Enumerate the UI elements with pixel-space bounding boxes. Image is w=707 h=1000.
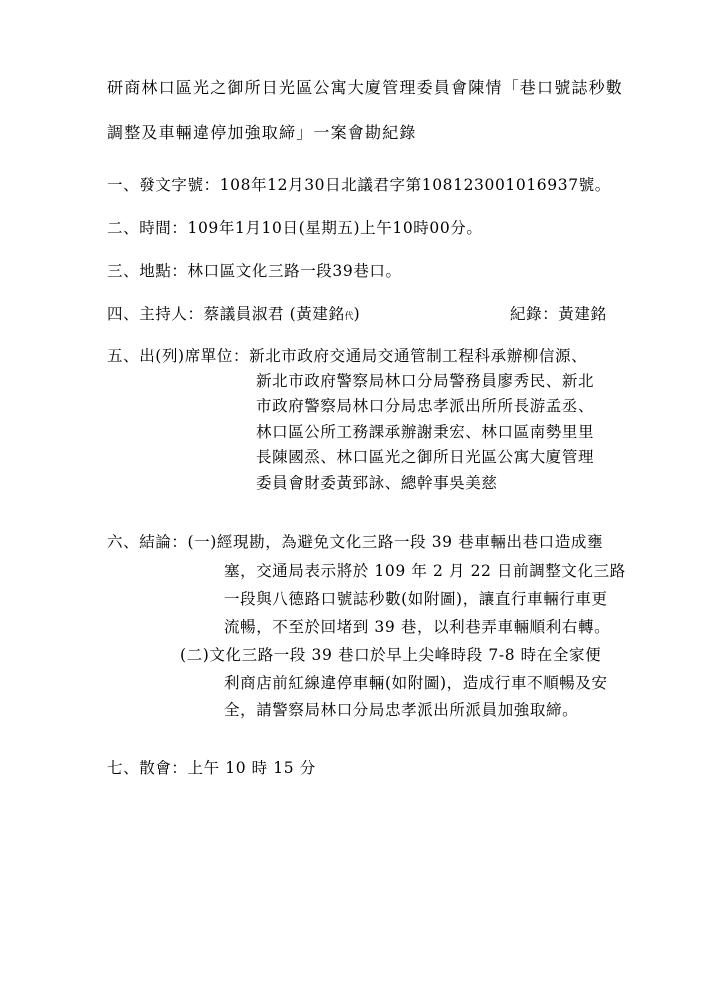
conclusion-line-1: 六、結論：(一)經現勘，為避免文化三路一段 39 巷車輛出巷口造成壅	[107, 533, 604, 551]
attendees-line-3: 市政府警察局林口分局忠孝派出所所長游孟丞、	[256, 397, 595, 415]
host-proxy-mark: 代	[344, 312, 354, 322]
conclusion-line-3: 一段與八德路口號誌秒數(如附圖)，讓直行車輛行車更	[224, 590, 608, 608]
item-location: 三、地點：林口區文化三路一段39巷口。	[107, 262, 402, 280]
conclusion-line-7: 全，請警察局林口分局忠孝派出所派員加強取締。	[224, 701, 579, 719]
conclusion-line-5: (二)文化三路一段 39 巷口於早上尖峰時段 7-8 時在全家便	[180, 646, 602, 664]
attendees-line-2: 新北市政府警察局林口分局警務員廖秀民、新北	[256, 372, 595, 390]
title-line-1: 研商林口區光之御所日光區公寓大廈管理委員會陳情「巷口號誌秒數	[107, 78, 624, 97]
title-line-2: 調整及車輛違停加強取締」一案會勘紀錄	[107, 123, 417, 142]
conclusion-line-2: 塞，交通局表示將於 109 年 2 月 22 日前調整文化三路	[224, 562, 626, 580]
conclusion-line-4: 流暢，不至於回堵到 39 巷，以利巷弄車輛順利右轉。	[224, 618, 611, 636]
conclusion-line-6: 利商店前紅線違停車輛(如附圖)，造成行車不順暢及安	[224, 674, 608, 692]
item-adjourn: 七、散會：上午 10 時 15 分	[107, 759, 316, 777]
attendees-line-5: 長陳國烝、林口區光之御所日光區公寓大廈管理	[256, 448, 595, 466]
attendees-line-4: 林口區公所工務課承辦謝秉宏、林口區南勢里里	[256, 423, 595, 441]
item-time: 二、時間：109年1月10日(星期五)上午10時00分。	[107, 219, 483, 237]
item-recorder: 紀錄：黃建銘	[510, 305, 607, 323]
host-close: )	[353, 305, 361, 323]
attendees-line-1: 五、出(列)席單位：新北市政府交通局交通管制工程科承辦柳信源、	[107, 347, 588, 365]
item-document-number: 一、發文字號：108年12月30日北議君字第108123001016937號。	[107, 176, 611, 194]
item-host	[107, 307, 360, 323]
attendees-line-6: 委員會財委黃郅詠、總幹事吳美慈	[256, 474, 498, 492]
host-text: 四、主持人：蔡議員淑君 (黃建銘	[107, 305, 345, 323]
